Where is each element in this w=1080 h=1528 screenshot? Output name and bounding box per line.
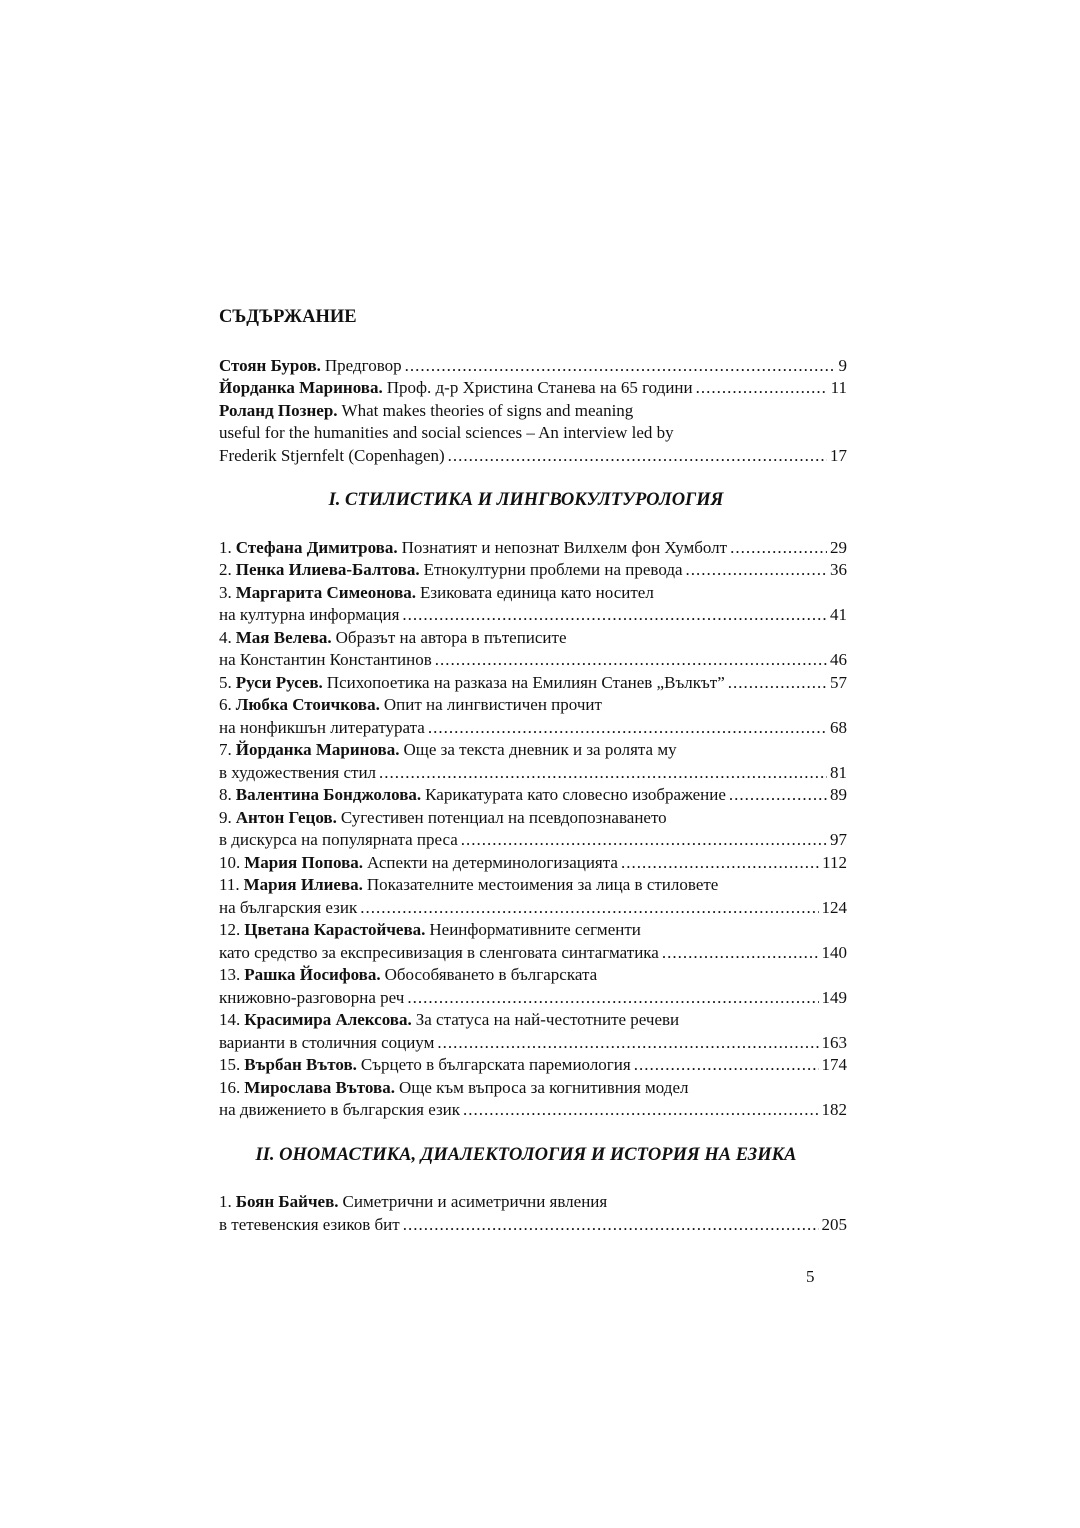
entry-number: 11. bbox=[219, 875, 240, 894]
toc-entry[interactable] bbox=[219, 377, 847, 400]
entry-author: Цветана Карастойчева. bbox=[244, 920, 426, 939]
entry-number: 4. bbox=[219, 627, 232, 647]
entry-number: 14. bbox=[219, 1010, 241, 1029]
toc-entry-line bbox=[219, 445, 847, 468]
entry-author: Любка Стоичкова. bbox=[235, 695, 380, 714]
toc-entry[interactable] bbox=[219, 1077, 847, 1122]
entry-page-ref: 46 bbox=[830, 650, 847, 669]
toc-entry-line bbox=[219, 919, 847, 942]
entry-number: 6. bbox=[219, 695, 232, 714]
entry-number: 8. bbox=[219, 785, 232, 804]
toc-entry-line bbox=[219, 897, 847, 920]
entry-title: Сърцето в българската паремиология bbox=[360, 1055, 631, 1074]
toc-entry[interactable] bbox=[219, 739, 847, 784]
toc-entry-line bbox=[219, 1191, 847, 1214]
toc-entry-line bbox=[219, 694, 847, 717]
dot-leader bbox=[402, 604, 827, 627]
entry-number: 7. bbox=[219, 740, 232, 759]
entry-title: Карикатурата като словесно изображение bbox=[425, 785, 726, 804]
toc-entry-line bbox=[219, 422, 847, 445]
entry-title: Предговор bbox=[324, 355, 402, 375]
toc-entry[interactable] bbox=[219, 694, 847, 739]
entry-page-ref: 124 bbox=[821, 897, 847, 917]
toc-title: СЪДЪРЖАНИЕ bbox=[219, 307, 357, 327]
entry-page-ref: 9 bbox=[838, 355, 847, 375]
table-of-contents bbox=[219, 306, 847, 1236]
entry-title: варианти в столичния социум bbox=[219, 1032, 435, 1052]
dot-leader bbox=[405, 355, 836, 378]
toc-entry-line bbox=[219, 964, 847, 987]
entry-author: Мая Велева. bbox=[235, 627, 332, 647]
entry-title: на културна информация bbox=[219, 605, 400, 624]
section-2-entries bbox=[219, 1191, 847, 1236]
toc-entry[interactable] bbox=[219, 400, 847, 468]
toc-entry-line bbox=[219, 717, 847, 740]
entry-page-ref: 140 bbox=[821, 942, 847, 962]
dot-leader bbox=[729, 784, 827, 807]
entry-title: Неинформативните сегменти bbox=[429, 920, 641, 939]
entry-author: Пенка Илиева-Балтова. bbox=[235, 560, 420, 579]
dot-leader bbox=[379, 762, 827, 785]
toc-entry[interactable] bbox=[219, 1054, 847, 1077]
entry-page-ref: 182 bbox=[821, 1100, 847, 1119]
toc-entry-line bbox=[219, 829, 847, 852]
dot-leader bbox=[407, 987, 818, 1010]
entry-author: Боян Байчев. bbox=[235, 1192, 339, 1211]
entry-title: Познатият и непознат Вилхелм фон Хумболт bbox=[401, 537, 728, 557]
entry-author: Красимира Алексова. bbox=[244, 1010, 412, 1029]
entry-author: Антон Гецов. bbox=[235, 807, 337, 827]
entry-title: като средство за експресивизация в сленговата синтагматика bbox=[219, 942, 659, 962]
entry-author: Йорданка Маринова. bbox=[219, 378, 383, 397]
entry-title: Обособяването в българската bbox=[384, 965, 598, 984]
dot-leader bbox=[686, 559, 827, 582]
entry-title: Frederik Stjernfelt (Copenhagen) bbox=[219, 445, 445, 465]
dot-leader bbox=[437, 1032, 818, 1055]
dot-leader bbox=[696, 377, 828, 400]
entry-number: 3. bbox=[219, 582, 232, 602]
toc-entry[interactable] bbox=[219, 355, 847, 378]
toc-entry-line bbox=[219, 672, 847, 695]
entry-title: на българския език bbox=[219, 897, 358, 917]
entry-page-ref: 97 bbox=[830, 830, 847, 849]
entry-page-ref: 68 bbox=[830, 717, 847, 737]
toc-entry-line bbox=[219, 537, 847, 560]
entry-page-ref: 205 bbox=[821, 1214, 847, 1234]
dot-leader bbox=[461, 829, 827, 852]
toc-entry[interactable] bbox=[219, 1009, 847, 1054]
toc-entry[interactable] bbox=[219, 559, 847, 582]
entry-title: Още към въпроса за когнитивния модел bbox=[398, 1077, 689, 1097]
entry-number: 13. bbox=[219, 965, 241, 984]
toc-entry-line bbox=[219, 784, 847, 807]
toc-entry-line bbox=[219, 582, 847, 605]
entry-title: в дискурса на популярната преса bbox=[219, 830, 458, 849]
toc-entry-line bbox=[219, 987, 847, 1010]
entry-author: Стефана Димитрова. bbox=[235, 537, 398, 557]
toc-entry[interactable] bbox=[219, 537, 847, 560]
entry-author: Рашка Йосифова. bbox=[244, 965, 381, 984]
entry-number: 16. bbox=[219, 1077, 241, 1097]
toc-entry-line bbox=[219, 874, 847, 897]
entry-page-ref: 81 bbox=[830, 762, 847, 782]
entry-author: Йорданка Маринова. bbox=[235, 740, 400, 759]
entry-author: Руси Русев. bbox=[235, 672, 323, 692]
dot-leader bbox=[728, 672, 827, 695]
toc-entry[interactable] bbox=[219, 919, 847, 964]
toc-entry-line bbox=[219, 559, 847, 582]
toc-entry-line bbox=[219, 1009, 847, 1032]
toc-entry[interactable] bbox=[219, 672, 847, 695]
entry-title: на движението в българския език bbox=[219, 1100, 461, 1119]
toc-entry[interactable] bbox=[219, 1191, 847, 1236]
entry-title: в тетевенския езиков бит bbox=[219, 1214, 400, 1234]
dot-leader bbox=[730, 537, 827, 560]
dot-leader bbox=[435, 649, 827, 672]
entry-author: Стоян Буров. bbox=[219, 355, 321, 375]
entry-title: Още за текста дневник и за ролята му bbox=[403, 740, 677, 759]
entry-title: What makes theories of signs and meaning bbox=[341, 400, 634, 420]
entry-title: Симетрични и асиметрични явления bbox=[342, 1192, 608, 1211]
dot-leader bbox=[428, 717, 827, 740]
entry-title: Аспекти на детерминологизацията bbox=[367, 852, 618, 872]
toc-entry-line bbox=[219, 807, 847, 830]
entry-title: Психопоетика на разказа на Емилиян Станев „Вълкът” bbox=[326, 672, 725, 692]
toc-entry-line bbox=[219, 1077, 847, 1100]
toc-entry-line bbox=[219, 739, 847, 762]
entry-author: Мария Илиева. bbox=[243, 875, 363, 894]
entry-title: Опит на лингвистичен прочит bbox=[383, 695, 602, 714]
dot-leader bbox=[360, 897, 818, 920]
entry-page-ref: 57 bbox=[830, 672, 847, 692]
dot-leader bbox=[403, 1214, 819, 1237]
section-1-entries bbox=[219, 537, 847, 1122]
entry-title: в художествения стил bbox=[219, 762, 377, 782]
entry-title: на Константин Константинов bbox=[219, 650, 432, 669]
entry-author: Върбан Вътов. bbox=[244, 1055, 357, 1074]
toc-entry-line bbox=[219, 627, 847, 650]
entry-title: Показателните местоимения за лица в стиловете bbox=[366, 875, 719, 894]
entry-title: Образът на автора в пътеписите bbox=[335, 627, 567, 647]
dot-leader bbox=[448, 445, 827, 468]
entry-page-ref: 163 bbox=[821, 1032, 847, 1052]
entry-page-ref: 17 bbox=[830, 445, 847, 465]
page-number: 5 bbox=[806, 1267, 815, 1286]
entry-page-ref: 41 bbox=[830, 605, 847, 624]
entry-author: Роланд Познер. bbox=[219, 400, 338, 420]
toc-entry-line bbox=[219, 400, 847, 423]
toc-entry[interactable] bbox=[219, 807, 847, 852]
toc-entry[interactable] bbox=[219, 964, 847, 1009]
entry-title: на нонфикшън литературата bbox=[219, 717, 425, 737]
entry-author: Мирослава Вътова. bbox=[244, 1077, 395, 1097]
section-1-title: I. СТИЛИСТИКА И ЛИНГВОКУЛТУРОЛОГИЯ bbox=[328, 490, 724, 510]
toc-entry-line bbox=[219, 942, 847, 965]
toc-entry-line bbox=[219, 1032, 847, 1055]
toc-entry[interactable] bbox=[219, 852, 847, 875]
dot-leader bbox=[662, 942, 819, 965]
entry-number: 5. bbox=[219, 672, 232, 692]
toc-entry-line bbox=[219, 355, 847, 378]
entry-number: 10. bbox=[219, 852, 241, 872]
toc-entry[interactable] bbox=[219, 874, 847, 919]
entry-author: Маргарита Симеонова. bbox=[235, 582, 417, 602]
entry-page-ref: 29 bbox=[830, 537, 847, 557]
entry-number: 2. bbox=[219, 560, 232, 579]
entry-number: 1. bbox=[219, 537, 232, 557]
toc-entry-line bbox=[219, 377, 847, 400]
dot-leader bbox=[621, 852, 819, 875]
toc-entry[interactable] bbox=[219, 784, 847, 807]
entry-title: За статуса на най-честотните речеви bbox=[415, 1010, 680, 1029]
dot-leader bbox=[634, 1054, 819, 1077]
entry-title: Езиковата единица като носител bbox=[420, 582, 654, 602]
entry-page-ref: 149 bbox=[821, 987, 847, 1007]
toc-entry-line bbox=[219, 1099, 847, 1122]
entry-title: Проф. д-р Христина Станева на 65 години bbox=[386, 378, 693, 397]
toc-entry-line bbox=[219, 762, 847, 785]
dot-leader bbox=[463, 1099, 818, 1122]
intro-entries bbox=[219, 355, 847, 468]
toc-entry-line bbox=[219, 604, 847, 627]
toc-entry-line bbox=[219, 649, 847, 672]
entry-number: 12. bbox=[219, 920, 241, 939]
toc-entry-line bbox=[219, 1214, 847, 1237]
entry-page-ref: 174 bbox=[821, 1055, 847, 1074]
entry-title: useful for the humanities and social sciences – An interview led by bbox=[219, 423, 674, 442]
entry-number: 15. bbox=[219, 1055, 241, 1074]
entry-author: Мария Попова. bbox=[244, 852, 364, 872]
entry-author: Валентина Бонджолова. bbox=[235, 785, 422, 804]
toc-entry-line bbox=[219, 1054, 847, 1077]
toc-entry[interactable] bbox=[219, 582, 847, 627]
toc-entry[interactable] bbox=[219, 627, 847, 672]
toc-entry-line bbox=[219, 852, 847, 875]
section-2-title: II. ОНОМАСТИКА, ДИАЛЕКТОЛОГИЯ И ИСТОРИЯ НА ЕЗИКА bbox=[255, 1144, 797, 1165]
entry-title: книжовно-разговорна реч bbox=[219, 987, 405, 1007]
entry-title: Етнокултурни проблеми на превода bbox=[423, 560, 683, 579]
entry-page-ref: 89 bbox=[830, 785, 847, 804]
entry-page-ref: 11 bbox=[830, 378, 847, 397]
entry-page-ref: 36 bbox=[830, 560, 847, 579]
entry-page-ref: 112 bbox=[822, 852, 847, 872]
entry-number: 9. bbox=[219, 807, 232, 827]
entry-number: 1. bbox=[219, 1192, 232, 1211]
entry-title: Сугестивен потенциал на псевдопознаването bbox=[340, 807, 667, 827]
